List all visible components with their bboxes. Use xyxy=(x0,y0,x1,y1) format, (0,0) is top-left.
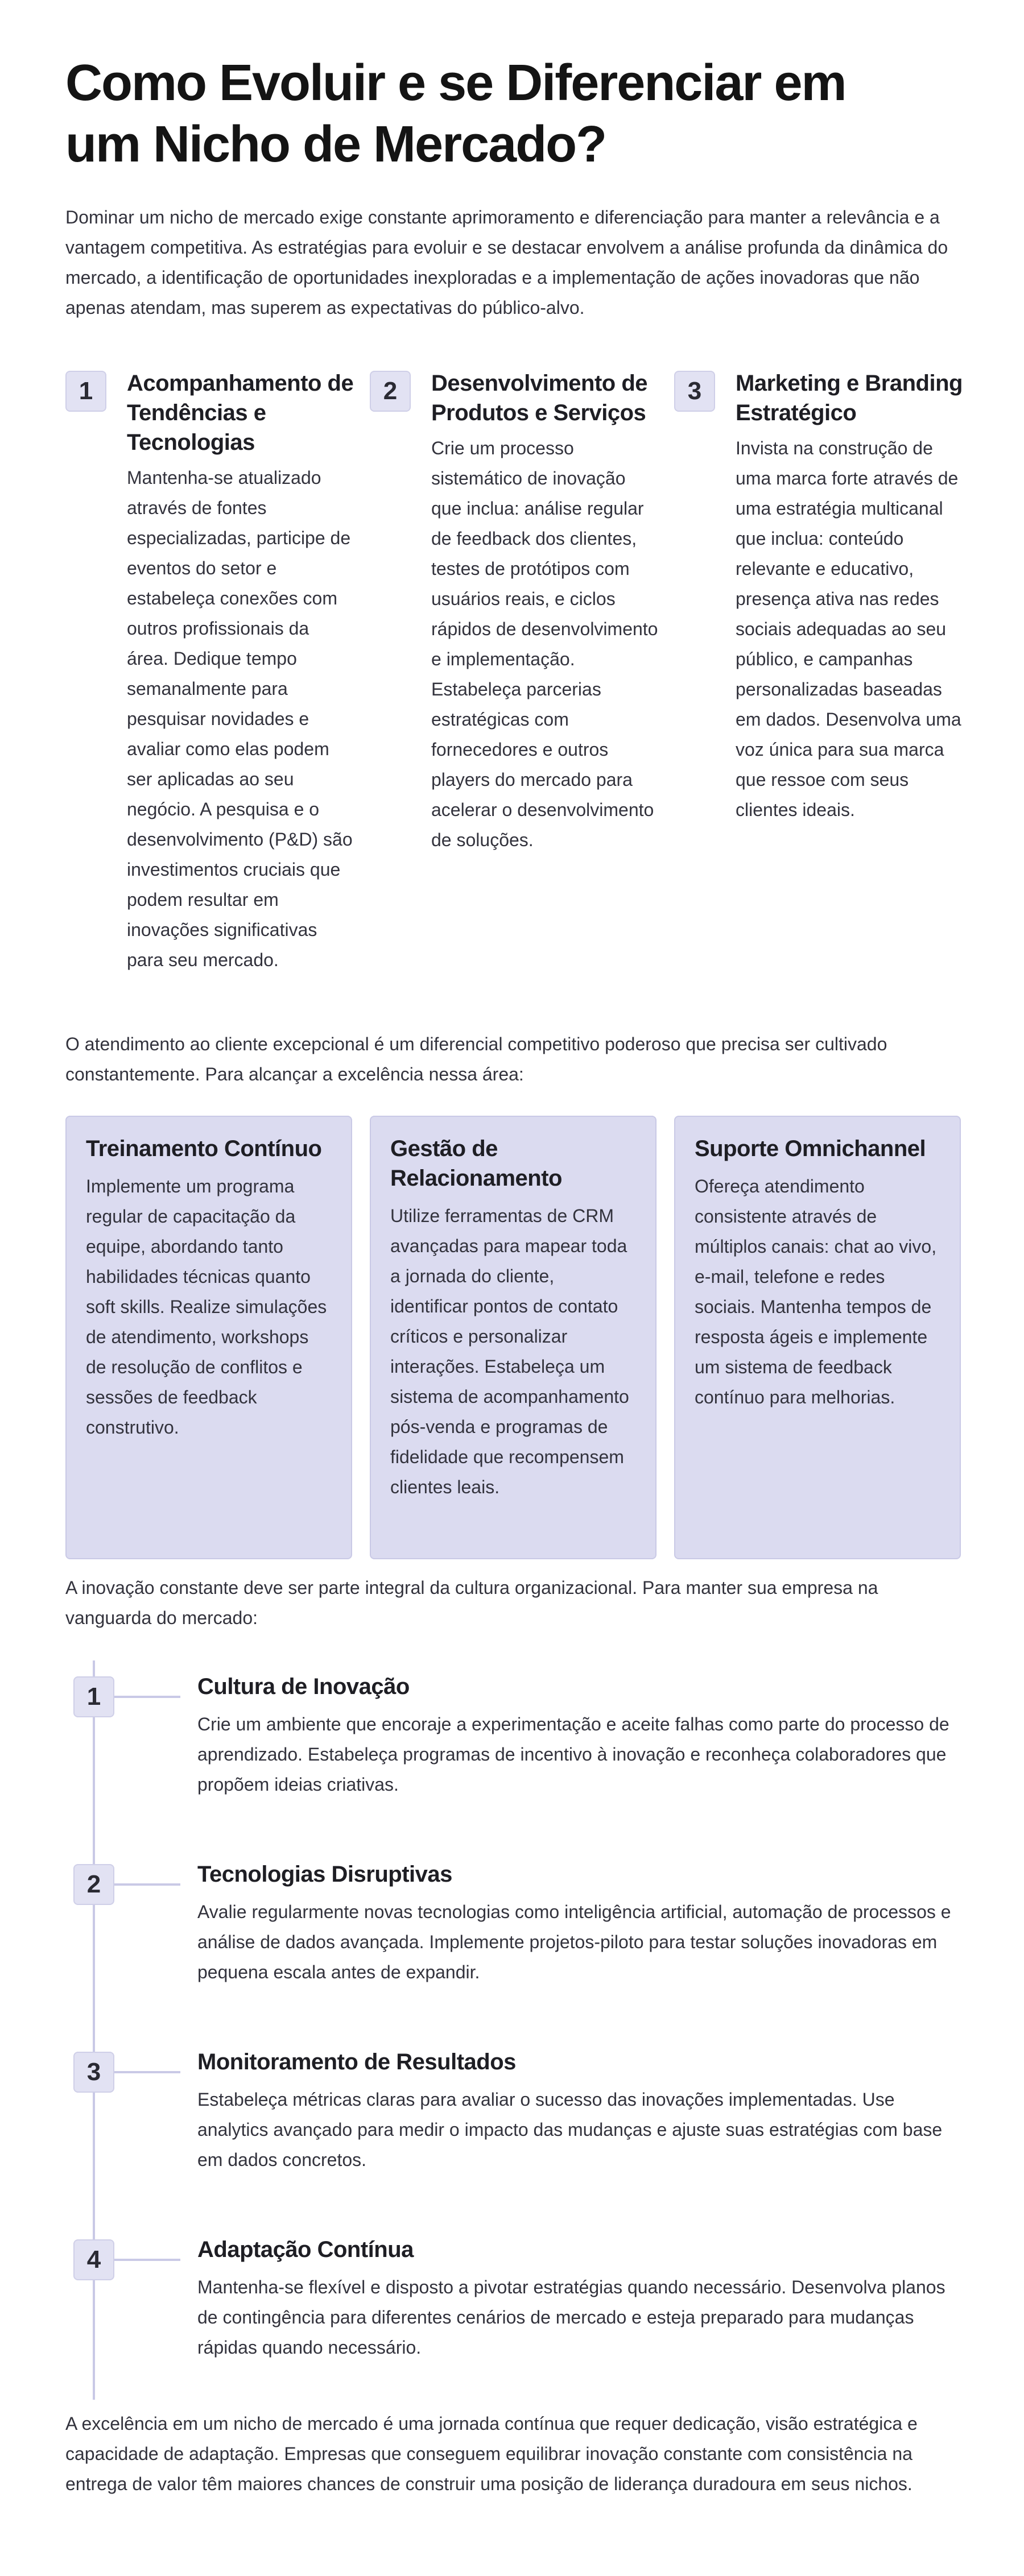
card-title: Gestão de Relacionamento xyxy=(390,1136,562,1191)
timeline-step-text: Avalie regularmente novas tecnologias como inteligência artificial, automação de processos e análise de dados avançada. Implemente projetos-piloto para testar soluções inovadoras em pequena escala antes de expandir. xyxy=(197,1902,951,1982)
card-text: Utilize ferramentas de CRM avançadas para mapear toda a jornada do cliente, identificar pontos de contato críticos e personalizar interações. Estabeleça um sistema de acompanhamento pós-venda e programas de fidelidade que recompensem clientes leais. xyxy=(390,1206,629,1497)
timeline-step-title: Monitoramento de Resultados xyxy=(197,2049,516,2074)
timeline-step-title: Adaptação Contínua xyxy=(197,2237,414,2262)
service-card xyxy=(674,1116,961,1559)
timeline-number-badge: 3 xyxy=(73,2052,114,2093)
timeline-step-text: Mantenha-se flexível e disposto a pivotar estratégias quando necessário. Desenvolva planos de contingência para diferentes cenários de mercado e esteja preparado para mudanças rápidas quando necessário. xyxy=(197,2277,945,2358)
service-cards xyxy=(65,1116,962,1559)
service-card xyxy=(65,1116,352,1559)
strategy-number-badge: 2 xyxy=(370,371,411,412)
strategy-text: Invista na construção de uma marca forte através de uma estratégia multicanal que inclua: conteúdo relevante e educativo, presença ativa nas redes sociais adequadas ao seu público, e campanhas personalizadas baseadas em dados. Desenvolva uma voz única para sua marca que ressoe com seus clientes ideais. xyxy=(736,438,961,820)
timeline-number-badge: 4 xyxy=(73,2239,114,2280)
page-title: Como Evoluir e se Diferenciar em um Nicho de Mercado? xyxy=(65,55,846,173)
strategy-number-badge: 3 xyxy=(674,371,715,412)
innovation-intro-paragraph: A inovação constante deve ser parte integral da cultura organizacional. Para manter sua empresa na vanguarda do mercado: xyxy=(65,1577,878,1628)
card-text: Implemente um programa regular de capacitação da equipe, abordando tanto habilidades técnicas quanto soft skills. Realize simulações de atendimento, workshops de resolução de conflitos e sessões de feedback construtivo. xyxy=(86,1176,327,1438)
strategy-number-badge: 1 xyxy=(65,371,106,412)
intro-paragraph: Dominar um nicho de mercado exige constante aprimoramento e diferenciação para manter a relevância e a vantagem competitiva. As estratégias para evoluir e se destacar envolvem a análise profunda da dinâmica do mercado, a identificação de oportunidades inexploradas e a implementação de ações inovadoras que não apenas atendam, mas superem as expectativas do público-alvo. xyxy=(65,207,948,318)
timeline-step-title: Tecnologias Disruptivas xyxy=(197,1862,452,1887)
timeline-step xyxy=(65,2223,964,2394)
card-title: Treinamento Contínuo xyxy=(86,1136,322,1161)
timeline-step-text: Estabeleça métricas claras para avaliar o sucesso das inovações implementadas. Use analytics avançado para medir o impacto das mudanças e ajuste suas estratégias com base em dados concretos. xyxy=(197,2089,943,2170)
numbered-strategies xyxy=(65,368,963,1017)
strategy-text: Mantenha-se atualizado através de fontes especializadas, participe de eventos do setor e estabeleça conexões com outros profissionais da área. Dedique tempo semanalmente para pesquisar novidades e avaliar como elas podem ser aplicadas ao seu negócio. A pesquisa e o desenvolvimento (P&D) são investimentos cruciais que podem resultar em inovações significativas para seu mercado. xyxy=(127,467,353,970)
timeline-connector xyxy=(114,2259,180,2261)
card-title: Suporte Omnichannel xyxy=(695,1136,926,1161)
strategy-title: Marketing e Branding Estratégico xyxy=(736,371,963,425)
card-text: Ofereça atendimento consistente através de múltiplos canais: chat ao vivo, e-mail, telefone e redes sociais. Mantenha tempos de resposta ágeis e implemente um sistema de feedback contínuo para melhorias. xyxy=(695,1176,937,1407)
timeline-number-badge: 2 xyxy=(73,1864,114,1905)
strategy-text: Crie um processo sistemático de inovação que inclua: análise regular de feedback dos clientes, testes de protótipos com usuários reais, e ciclos rápidos de desenvolvimento e implementação. Estabeleça parcerias estratégicas com fornecedores e outros players do mercado para acelerar o desenvolvimento de soluções. xyxy=(431,438,658,850)
timeline-connector xyxy=(114,2071,180,2073)
timeline-step xyxy=(65,1848,964,2019)
timeline-step xyxy=(65,1660,964,1831)
strategy-title: Acompanhamento de Tendências e Tecnologias xyxy=(127,371,354,455)
timeline-step xyxy=(65,2036,964,2206)
timeline-connector xyxy=(114,1883,180,1886)
timeline-connector xyxy=(114,1696,180,1698)
strategy-title: Desenvolvimento de Produtos e Serviços xyxy=(431,371,648,425)
timeline-number-badge: 1 xyxy=(73,1676,114,1717)
timeline-step-text: Crie um ambiente que encoraje a experimentação e aceite falhas como parte do processo de aprendizado. Estabeleça programas de incentivo à inovação e reconheça colaboradores que propõem ideias criativas. xyxy=(197,1714,949,1795)
conclusion-paragraph: A excelência em um nicho de mercado é uma jornada contínua que requer dedicação, visão estratégica e capacidade de adaptação. Empresas que conseguem equilibrar inovação constante com consistência na entrega de valor têm maiores chances de construir uma posição de liderança duradoura em seus nichos. xyxy=(65,2413,918,2494)
service-intro-paragraph: O atendimento ao cliente excepcional é um diferencial competitivo poderoso que precisa ser cultivado constantemente. Para alcançar a excelência nessa área: xyxy=(65,1034,887,1084)
innovation-timeline xyxy=(65,1660,964,2400)
service-card xyxy=(370,1116,656,1559)
timeline-step-title: Cultura de Inovação xyxy=(197,1674,410,1699)
